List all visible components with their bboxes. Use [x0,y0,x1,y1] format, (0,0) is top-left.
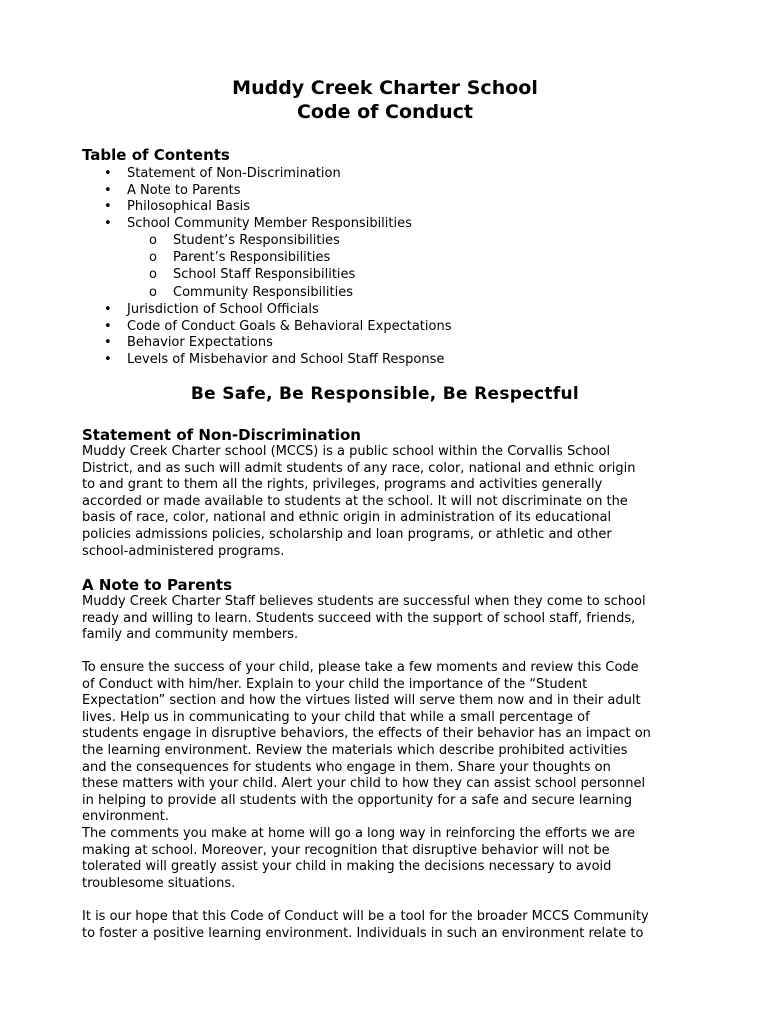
school-motto: Be Safe, Be Responsible, Be Respectful [190,384,580,404]
bullet-icon: • [104,319,112,334]
document-title: Muddy Creek Charter School [232,77,538,99]
toc-item: Levels of Misbehavior and School Staff Response [127,352,445,367]
bullet-icon: • [104,302,112,317]
toc-subitem: School Staff Responsibilities [173,267,356,282]
non-discrimination-body: Muddy Creek Charter school (MCCS) is a public school within the Corvallis School District, and as such will admit students of any race, color, national and ethnic origin to and grant to them all the rights, privileges, programs and activities generally accorded or made available to students at the school. It will not discriminate on the basis of race, color, national and ethnic origin in administration of its educational policies admissions policies, scholarship and loan programs, or athletic and other school-administered programs. [82,444,636,559]
bullet-icon: • [104,199,112,214]
note-to-parents-heading: A Note to Parents [82,576,233,594]
toc-heading: Table of Contents [82,146,230,164]
toc-item: Philosophical Basis [127,199,250,214]
bullet-icon: • [104,183,112,198]
non-discrimination-heading: Statement of Non-Discrimination [82,426,361,444]
toc-subitem: Student’s Responsibilities [173,233,340,248]
toc-item: Statement of Non-Discrimination [127,166,341,181]
toc-item: A Note to Parents [127,183,241,198]
bullet-icon: • [104,335,112,350]
sub-bullet-icon: o [149,267,157,282]
sub-bullet-icon: o [149,285,157,300]
toc-item: Behavior Expectations [127,335,273,350]
note-to-parents-paragraph-1: Muddy Creek Charter Staff believes students are successful when they come to school ready and willing to learn. Students succeed with the support of school staff, friends, family and community members. [82,594,646,643]
toc-subitem: Parent’s Responsibilities [173,250,331,265]
bullet-icon: • [104,352,112,367]
document-subtitle: Code of Conduct [296,101,474,123]
sub-bullet-icon: o [149,250,157,265]
toc-subitem: Community Responsibilities [173,285,353,300]
toc-item: Jurisdiction of School Officials [127,302,319,317]
sub-bullet-icon: o [149,233,157,248]
toc-item: School Community Member Responsibilities [127,216,412,231]
bullet-icon: • [104,216,112,231]
note-to-parents-paragraph-3: It is our hope that this Code of Conduct will be a tool for the broader MCCS Community to foster a positive learning environment. Individuals in such an environment relate to [82,909,649,941]
toc-item: Code of Conduct Goals & Behavioral Expectations [127,319,452,334]
bullet-icon: • [104,166,112,181]
note-to-parents-paragraph-2: To ensure the success of your child, please take a few moments and review this Code of Conduct with him/her. Explain to your child the importance of the “Student Expectation” section and how the virtues listed will serve them now and in their adult lives. Help us in communicating to your child that while a small percentage of students engage in disruptive behaviors, the effects of their behavior has an impact on the learning environment. Review the materials which describe prohibited activities and the consequences for students who engage in them. Share your thoughts on these matters with your child. Alert your child to how they can assist school personnel in helping to provide all students with the opportunity for a safe and secure learning environment. The comments you make at home will go a long way in reinforcing the efforts we are making at school. Moreover, your recognition that disruptive behavior will not be tolerated will greatly assist your child in making the decisions necessary to avoid troublesome situations. [82,660,651,891]
